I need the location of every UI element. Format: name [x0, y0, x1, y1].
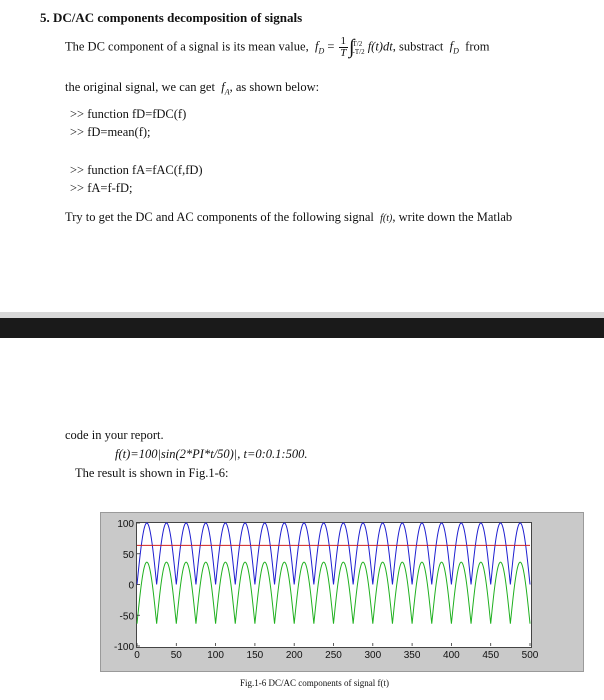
- code-line: >> function fA=fAC(f,fD): [70, 163, 203, 177]
- x-tick-label: 50: [170, 650, 182, 661]
- integral-sign: ∫: [349, 36, 355, 58]
- section-heading: 5. DC/AC components decomposition of signals: [40, 10, 303, 25]
- x-tick-label: 100: [207, 650, 224, 661]
- y-tick-label: 100: [117, 519, 134, 530]
- code-line: >> fA=f-fD;: [70, 181, 133, 195]
- substract-text: , substract: [392, 39, 444, 54]
- x-tick-label: 0: [134, 650, 140, 661]
- code-line: >> function fD=fDC(f): [70, 107, 187, 121]
- task-lead-text: Try to get the DC and AC components of the following signal: [65, 210, 374, 224]
- series-line-fa: [137, 562, 530, 624]
- y-tick-label: 50: [122, 549, 134, 561]
- fd-symbol: $f_D$: [449, 39, 459, 56]
- x-tick-label: 500: [521, 650, 539, 661]
- x-tick-label: 350: [403, 650, 421, 661]
- formula-fd: $f_D$: [314, 39, 325, 56]
- from-text: from: [465, 39, 490, 54]
- figure-caption: Fig.1-6 DC/AC components of signal f(t): [240, 678, 389, 688]
- result-text: The result is shown in Fig.1-6:: [75, 466, 229, 480]
- ac-lead-text: the original signal, we can get: [65, 80, 215, 94]
- integral-limits: T/2 -T/2: [352, 39, 365, 56]
- ac-tail-text: , as shown below:: [229, 80, 320, 94]
- x-tick-label: 250: [325, 650, 342, 661]
- y-tick-label: -100: [113, 642, 134, 653]
- formula-equals: =: [327, 39, 335, 54]
- formula-fraction: $\frac{1}{T}$: [340, 35, 347, 59]
- ft-symbol: f(t): [380, 213, 393, 224]
- x-tick-label: 200: [285, 650, 303, 661]
- x-tick-label: 400: [443, 650, 460, 661]
- series-line-f: [137, 523, 530, 585]
- x-tick-label: 150: [246, 650, 264, 661]
- formula-integrand: f(t)dt: [367, 39, 393, 54]
- x-tick-label: 300: [364, 650, 382, 661]
- paragraph-report: code in your report.: [65, 428, 164, 442]
- x-tick-label: 450: [482, 650, 500, 661]
- signal-definition: f(t)=100|sin(2*PI*t/50)|, t=0:0.1:500.: [115, 447, 308, 461]
- y-tick-label: -50: [119, 611, 134, 623]
- task-tail-text: , write down the Matlab: [392, 210, 513, 224]
- dc-lead-text: The DC component of a signal is its mean value,: [65, 39, 309, 54]
- code-line: >> fD=mean(f);: [70, 125, 151, 139]
- y-tick-label: 0: [128, 580, 134, 592]
- fa-symbol: $f_A$: [221, 80, 230, 97]
